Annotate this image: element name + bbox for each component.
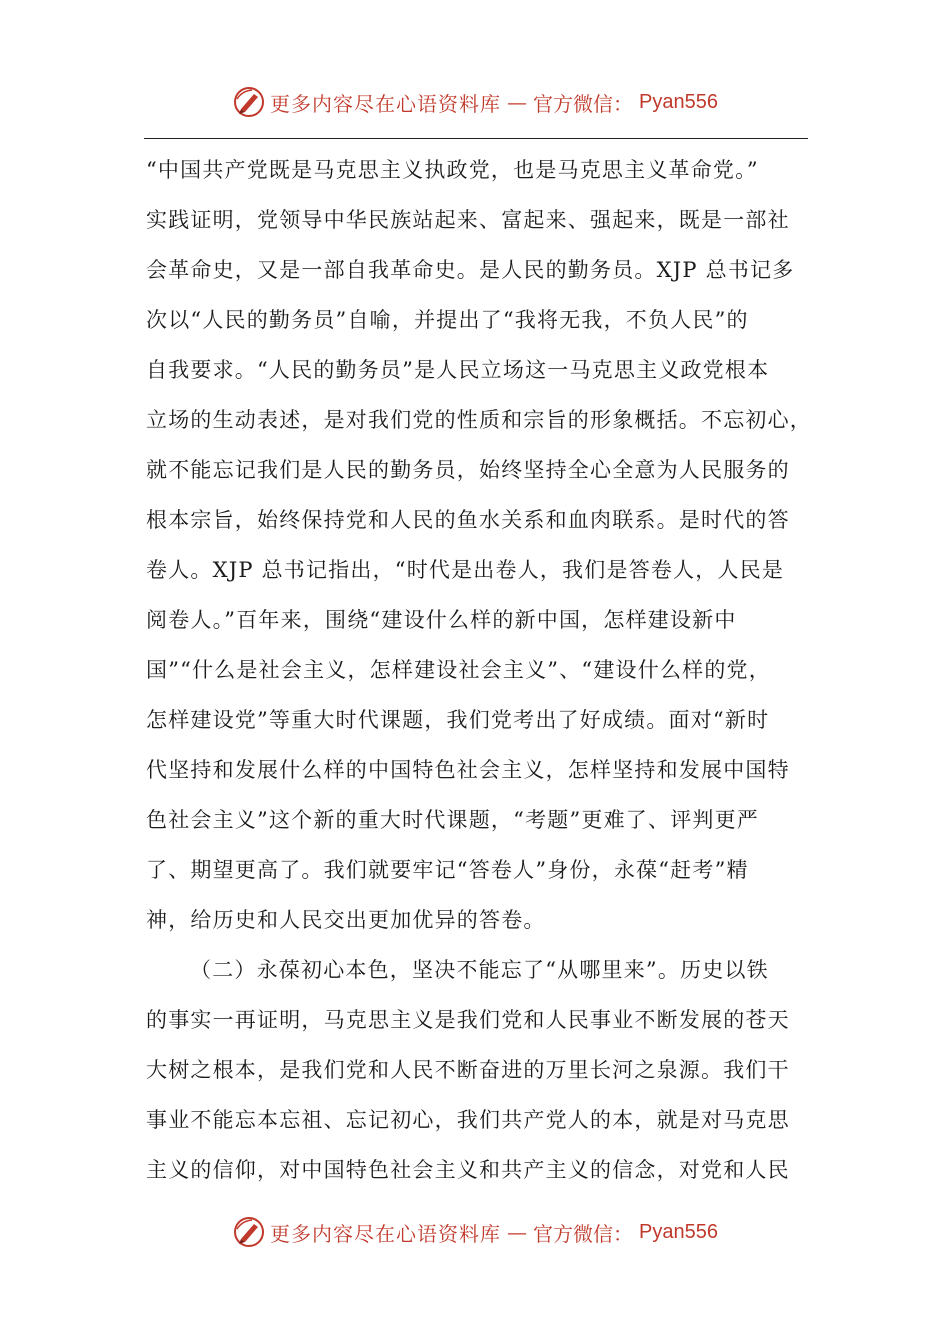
text-line: 卷人。XJP 总书记指出，“时代是出卷人，我们是答卷人，人民是 [146, 558, 785, 582]
banner-title: 更多内容尽在心语资料库 [270, 91, 502, 116]
banner-dash: — [507, 90, 528, 114]
banner-title: 更多内容尽在心语资料库 [270, 1221, 502, 1246]
footer-banner [0, 1212, 950, 1252]
text-line: 自我要求。“人民的勤务员”是人民立场这一马克思主义政党根本 [146, 358, 770, 382]
text-line: 代坚持和发展什么样的中国特色社会主义，怎样坚持和发展中国特 [146, 758, 790, 782]
wechat-label: 官方微信： [533, 1221, 634, 1246]
text-line: 主义的信仰，对中国特色社会主义和共产主义的信念，对党和人民 [146, 1158, 790, 1182]
text-line: 神，给历史和人民交出更加优异的答卷。 [146, 908, 546, 932]
header-divider [144, 138, 808, 139]
pen-logo-icon [232, 1215, 266, 1249]
document-body [146, 150, 812, 1200]
text-line: 事业不能忘本忘祖、忘记初心，我们共产党人的本，就是对马克思 [146, 1108, 790, 1132]
text-line: 的事实一再证明，马克思主义是我们党和人民事业不断发展的苍天 [146, 1008, 790, 1032]
wechat-label: 官方微信： [533, 91, 634, 116]
text-line: “中国共产党既是马克思主义执政党，也是马克思主义革命党。” [146, 158, 759, 182]
wechat-id: Pyan556 [639, 90, 718, 113]
text-line: 国”“什么是社会主义，怎样建设社会主义”、“建设什么样的党， [146, 658, 771, 682]
text-line: 怎样建设党”等重大时代课题，我们党考出了好成绩。面对“新时 [146, 708, 770, 732]
text-line: 次以“人民的勤务员”自喻，并提出了“我将无我，不负人民”的 [146, 308, 749, 332]
text-line: 会革命史，又是一部自我革命史。是人民的勤务员。XJP 总书记多 [146, 258, 795, 282]
text-line: 阅卷人。”百年来，围绕“建设什么样的新中国，怎样建设新中 [146, 608, 737, 632]
text-line: 根本宗旨，始终保持党和人民的鱼水关系和血肉联系。是时代的答 [146, 508, 790, 532]
pen-logo-icon [232, 85, 266, 119]
text-line: 就不能忘记我们是人民的勤务员，始终坚持全心全意为人民服务的 [146, 458, 790, 482]
text-line: 立场的生动表述，是对我们党的性质和宗旨的形象概括。不忘初心， [146, 408, 812, 432]
wechat-id: Pyan556 [639, 1220, 718, 1243]
text-line: 大树之根本，是我们党和人民不断奋进的万里长河之泉源。我们干 [146, 1058, 790, 1082]
text-line: 了、期望更高了。我们就要牢记“答卷人”身份，永葆“赶考”精 [146, 858, 749, 882]
text-line-paragraph-start: （二）永葆初心本色，坚决不能忘了“从哪里来”。历史以铁 [190, 958, 769, 982]
banner-dash: — [507, 1220, 528, 1244]
header-banner [0, 82, 950, 122]
text-line: 色社会主义”这个新的重大时代课题，“考题”更难了、评判更严 [146, 808, 760, 832]
text-line: 实践证明，党领导中华民族站起来、富起来、强起来，既是一部社 [146, 208, 790, 232]
